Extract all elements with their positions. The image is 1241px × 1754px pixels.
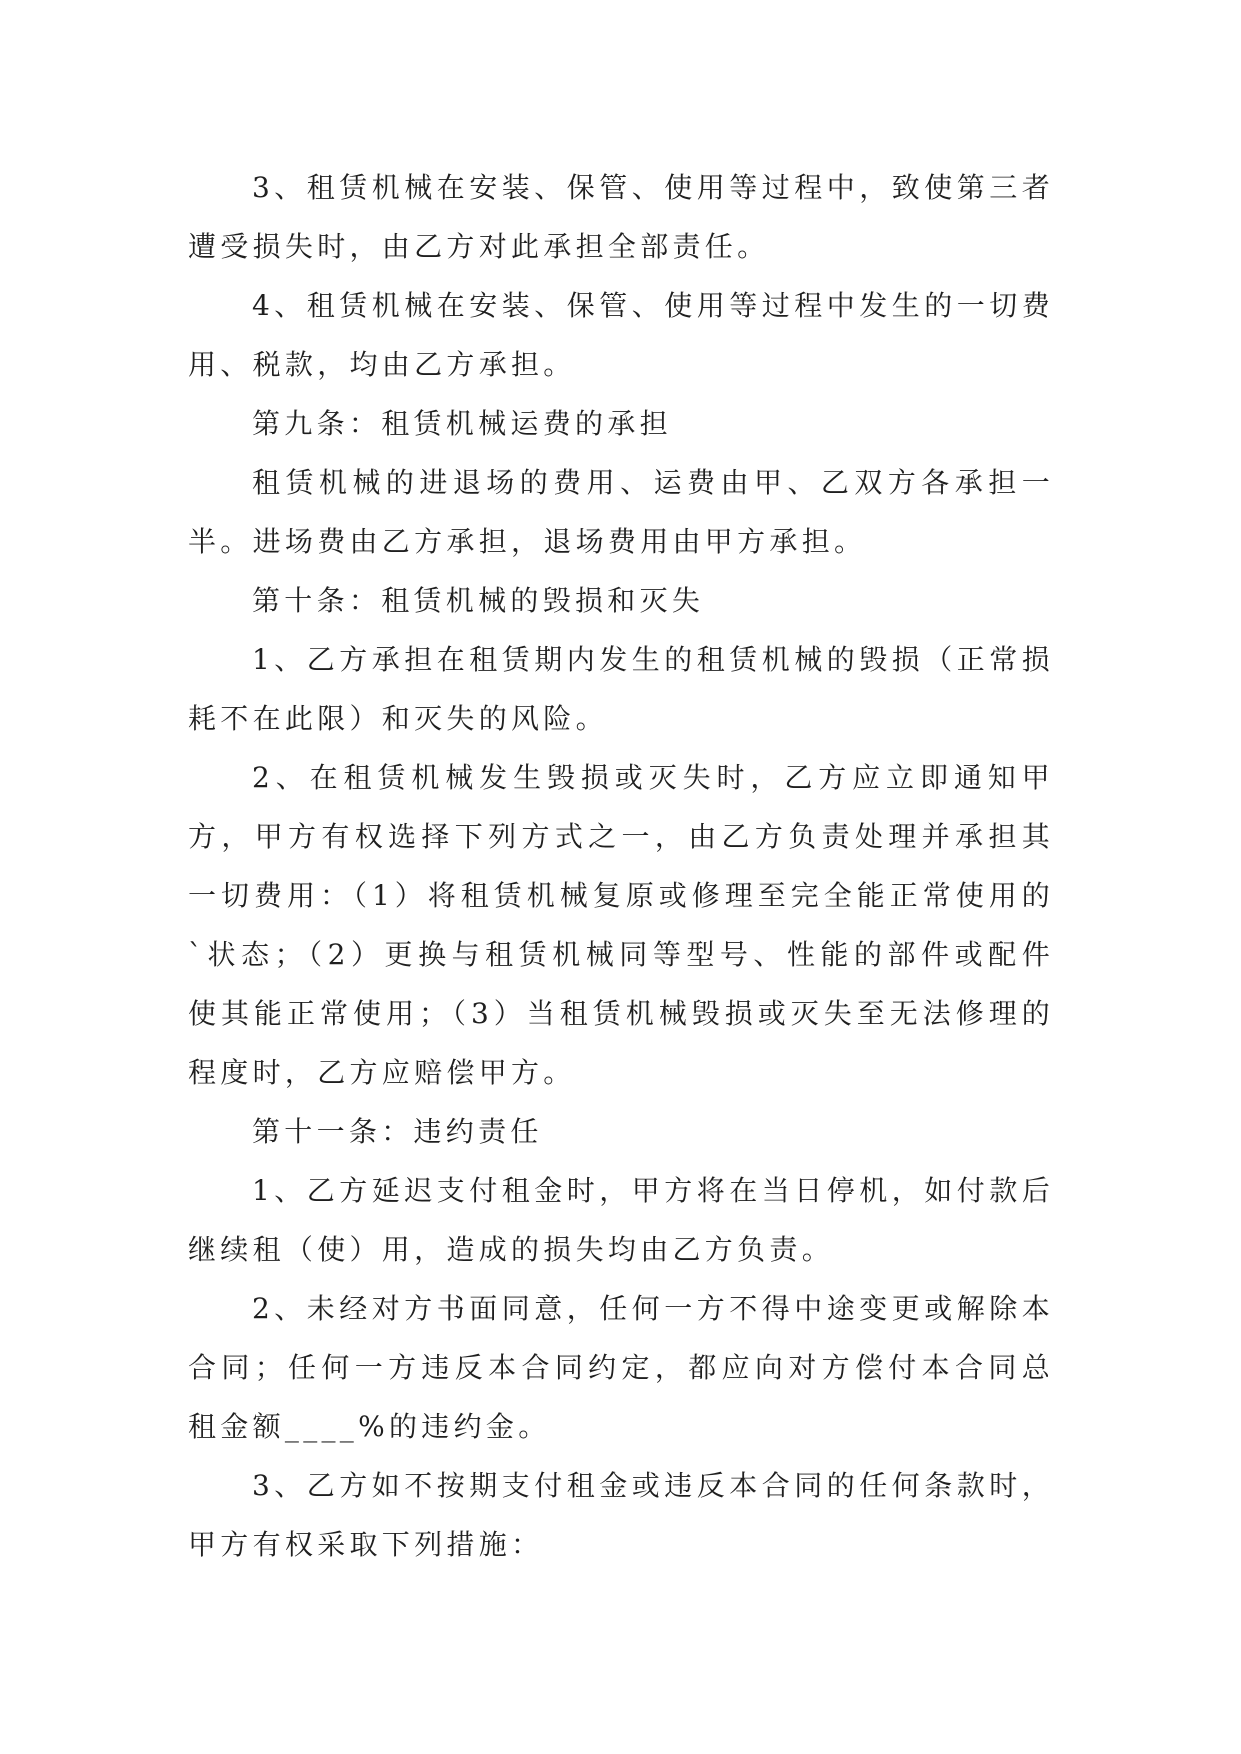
paragraph-clause-9-body: 租赁机械的进退场的费用、运费由甲、乙双方各承担一半。进场费由乙方承担，退场费用由甲方承担。 xyxy=(188,466,1054,558)
heading-clause-9: 第九条：租赁机械运费的承担 xyxy=(252,407,672,440)
paragraph-clause-8-item-4: 4、租赁机械在安装、保管、使用等过程中发生的一切费用、税款，均由乙方承担。 xyxy=(188,289,1054,381)
paragraph-clause-8-item-3: 3、租赁机械在安装、保管、使用等过程中，致使第三者遭受损失时，由乙方对此承担全部责任。 xyxy=(188,171,1054,263)
paragraph-clause-11-item-3: 3、乙方如不按期支付租金或违反本合同的任何条款时，甲方有权采取下列措施： xyxy=(188,1469,1054,1561)
paragraph-clause-10-item-2: 2、在租赁机械发生毁损或灭失时，乙方应立即通知甲方，甲方有权选择下列方式之一，由乙方负责处理并承担其一切费用：（1）将租赁机械复原或修理至完全能正常使用的`状态；（2）更换与租赁机械同等型号、性能的部件或配件使其能正常使用；（3）当租赁机械毁损或灭失至无法修理的程度时，乙方应赔偿甲方。 xyxy=(188,761,1054,1089)
paragraph-clause-10-item-1: 1、乙方承担在租赁期内发生的租赁机械的毁损（正常损耗不在此限）和灭失的风险。 xyxy=(188,643,1054,735)
paragraph-clause-11-item-2: 2、未经对方书面同意，任何一方不得中途变更或解除本合同；任何一方违反本合同约定，都应向对方偿付本合同总租金额____%的违约金。 xyxy=(188,1292,1054,1443)
heading-clause-11: 第十一条：违约责任 xyxy=(252,1115,543,1148)
heading-clause-10: 第十条：租赁机械的毁损和灭失 xyxy=(252,584,705,617)
document-body xyxy=(188,158,1054,1574)
paragraph-clause-11-item-1: 1、乙方延迟支付租金时，甲方将在当日停机，如付款后继续租（使）用，造成的损失均由乙方负责。 xyxy=(188,1174,1054,1266)
